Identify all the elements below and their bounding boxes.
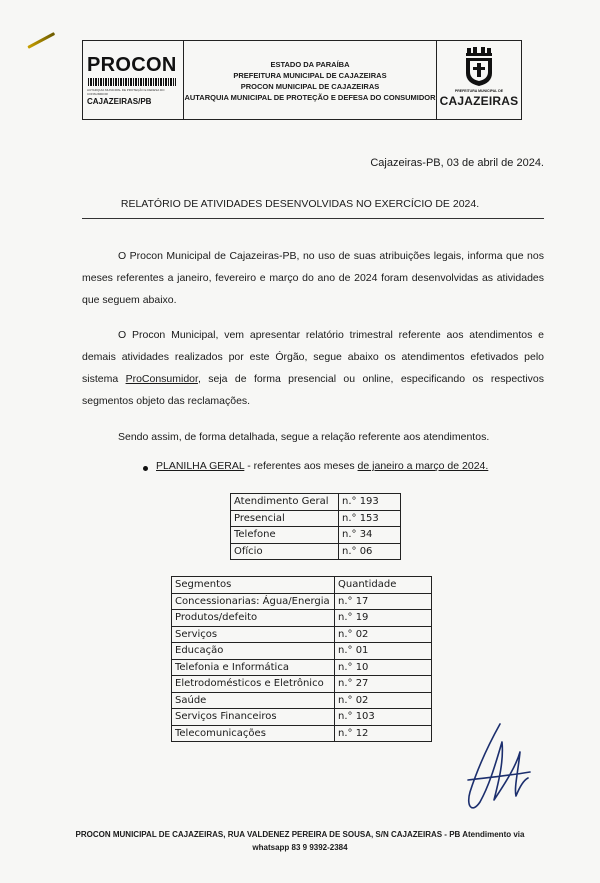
table-cell-value: n.° 01 — [335, 643, 432, 660]
table-cell-label: Atendimento Geral — [231, 494, 339, 511]
table-cell-label: Telefone — [231, 527, 339, 544]
table-row — [231, 527, 401, 544]
segments-table — [171, 576, 432, 742]
table-header-cell: Quantidade — [335, 577, 432, 594]
table-cell-label: Concessionarias: Água/Energia — [172, 593, 335, 610]
procon-logo-city: CAJAZEIRAS/PB — [87, 97, 152, 106]
table-cell-label: Presencial — [231, 510, 339, 527]
letterhead-line: AUTARQUIA MUNICIPAL DE PROTEÇÃO E DEFESA DO CONSUMIDOR — [184, 93, 436, 102]
table-cell-label: Serviços Financeiros — [172, 709, 335, 726]
table-cell-value: n.° 02 — [335, 626, 432, 643]
table-cell-label: Telefonia e Informática — [172, 659, 335, 676]
bullet-label: PLANILHA GERAL — [156, 460, 245, 472]
table-cell-value: n.° 19 — [335, 610, 432, 627]
table-row — [172, 643, 432, 660]
letterhead-text — [184, 41, 437, 119]
city-crest-logo — [437, 41, 521, 119]
crest-small-text: PREFEITURA MUNICIPAL DE — [454, 89, 504, 93]
table-row — [172, 692, 432, 709]
table-row — [231, 543, 401, 560]
paragraph-detail: Sendo assim, de forma detalhada, segue a relação referente aos atendimentos. — [118, 431, 490, 443]
table-row — [231, 494, 401, 511]
proconsumidor-link: ProConsumidor — [125, 373, 198, 385]
table-row — [172, 626, 432, 643]
procon-logo — [83, 41, 184, 119]
paragraph-report-text-1: O Procon Municipal, vem apresentar relatório trimestral referente aos atendimentos e demais atividades realizados por este Órgão, segue abaixo os atendimentos efetivados pelo sistema — [82, 329, 544, 385]
paragraph-intro-text: O Procon Municipal de Cajazeiras-PB, no uso de suas atribuições legais, informa que nos meses referentes a janeiro, fevereiro e março do ano de 2024 foram desenvolvidas as atividades que seguem abaixo. — [82, 250, 544, 306]
footer-contact: whatsapp 83 9 9392-2384 — [252, 843, 348, 852]
table-cell-value: n.° 34 — [339, 527, 401, 544]
table-row — [172, 676, 432, 693]
table-cell-label: Educação — [172, 643, 335, 660]
table-cell-value: n.° 153 — [339, 510, 401, 527]
table-row — [172, 725, 432, 742]
table-cell-value: n.° 12 — [335, 725, 432, 742]
table-cell-value: n.° 06 — [339, 543, 401, 560]
bullet-item — [144, 460, 488, 472]
table-cell-label: Saúde — [172, 692, 335, 709]
footer — [0, 828, 600, 854]
table-header-row — [172, 577, 432, 594]
crest-icon — [463, 47, 495, 87]
crest-city: CAJAZEIRAS — [439, 94, 519, 108]
table-cell-label: Produtos/defeito — [172, 610, 335, 627]
paragraph-report-text-2: , seja de forma presencial ou online, especificando os respectivos segmentos objeto das reclamações. — [82, 373, 544, 407]
letterhead-line: PREFEITURA MUNICIPAL DE CAJAZEIRAS — [233, 71, 387, 80]
table-row — [172, 610, 432, 627]
table-cell-value: n.° 193 — [339, 494, 401, 511]
table-row — [231, 510, 401, 527]
table-cell-label: Serviços — [172, 626, 335, 643]
table-cell-label: Eletrodomésticos e Eletrônico — [172, 676, 335, 693]
bullet-middle: - referentes aos meses — [244, 460, 358, 472]
table-cell-value: n.° 02 — [335, 692, 432, 709]
general-table — [230, 493, 401, 560]
paragraph-report — [82, 324, 544, 412]
table-cell-value: n.° 27 — [335, 676, 432, 693]
bullet-period: de janeiro a março de 2024. — [357, 460, 489, 472]
signature-mark — [460, 722, 532, 822]
barcode-icon — [88, 78, 176, 86]
table-cell-value: n.° 10 — [335, 659, 432, 676]
table-cell-value: n.° 17 — [335, 593, 432, 610]
table-row — [172, 709, 432, 726]
table-cell-label: Ofício — [231, 543, 339, 560]
letterhead-line: ESTADO DA PARAÍBA — [270, 60, 350, 69]
letterhead — [82, 40, 522, 120]
report-title: RELATÓRIO DE ATIVIDADES DESENVOLVIDAS NO EXERCÍCIO DE 2024. — [120, 198, 480, 210]
procon-logo-small-text: AUTARQUIA MUNICIPAL DE PROTEÇÃO E DEFESA DO CONSUMIDOR — [87, 88, 165, 96]
table-cell-value: n.° 103 — [335, 709, 432, 726]
title-divider — [82, 218, 544, 219]
date-line: Cajazeiras-PB, 03 de abril de 2024. — [370, 157, 544, 169]
paragraph-intro — [82, 245, 544, 311]
letterhead-line: PROCON MUNICIPAL DE CAJAZEIRAS — [240, 82, 380, 91]
pen-mark — [27, 32, 55, 49]
table-header-cell: Segmentos — [172, 577, 335, 594]
table-row — [172, 593, 432, 610]
footer-address: PROCON MUNICIPAL DE CAJAZEIRAS, RUA VALDENEZ PEREIRA DE SOUSA, S/N CAJAZEIRAS - PB Atendimento via — [75, 830, 525, 839]
table-cell-label: Telecomunicações — [172, 725, 335, 742]
table-row — [172, 659, 432, 676]
procon-logo-word: PROCON — [87, 54, 177, 76]
